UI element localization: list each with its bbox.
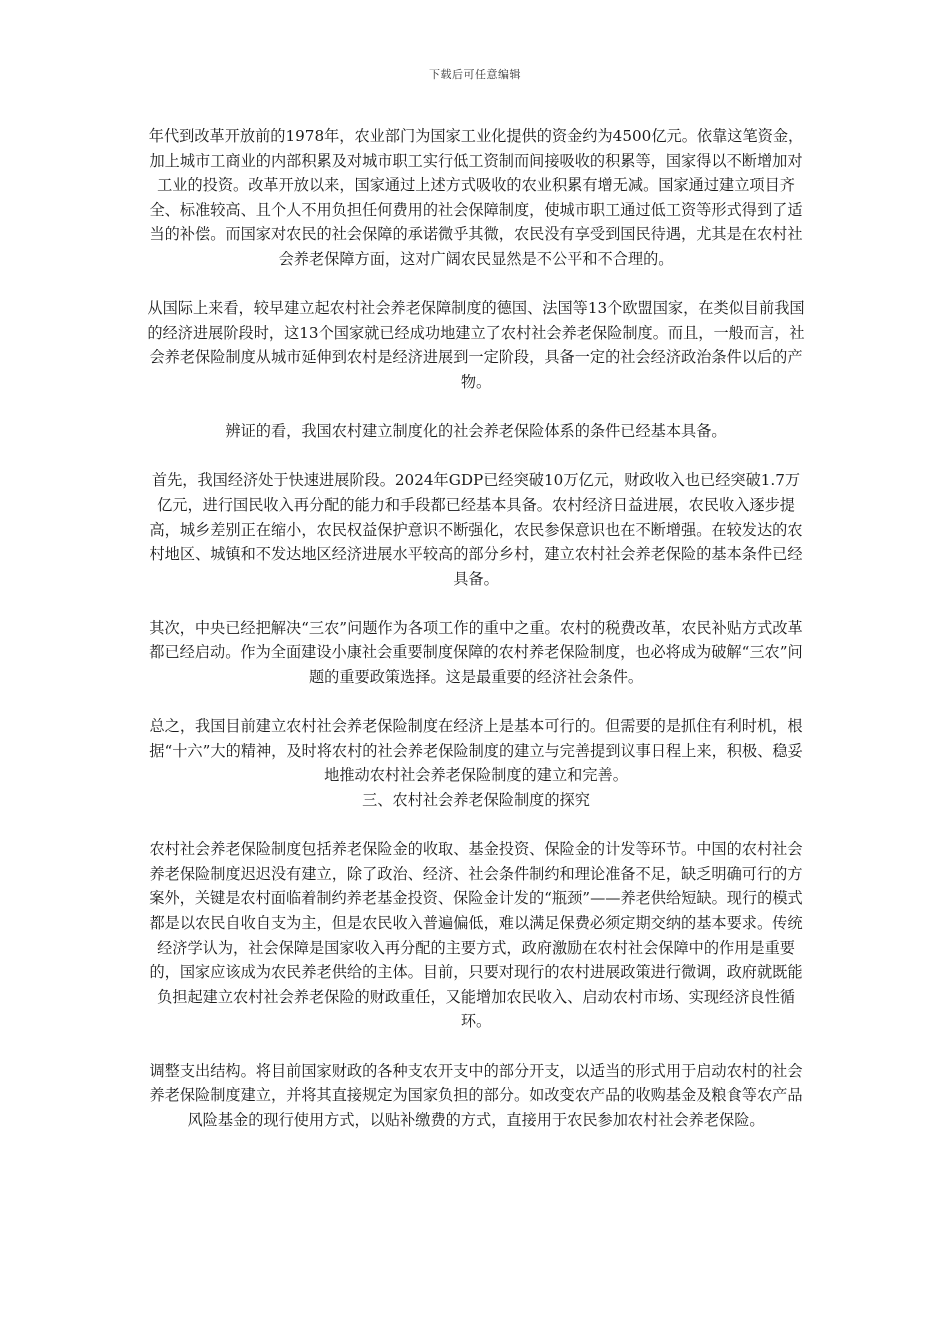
page-header: 下载后可任意编辑	[429, 68, 521, 81]
document-body	[146, 124, 806, 1157]
paragraph-system-exploration: 农村社会养老保险制度包括养老保险金的收取、基金投资、保险金的计发等环节。中国的农村社会养老保险制度迟迟没有建立，除了政治、经济、社会条件制约和理论准备不足，缺乏明确可行的方案外，关键是农村面临着制约养老基金投资、保险金计发的“瓶颈”——养老供给短缺。现行的模式都是以农民自收自支为主，但是农民收入普遍偏低，难以满足保费必须定期交纳的基本要求。传统经济学认为，社会保障是国家收入再分配的主要方式，政府激励在农村社会保障中的作用是重要的，国家应该成为农民养老供给的主体。目前，只要对现行的农村进展政策进行微调，政府就既能负担起建立农村社会养老保险的财政重任，又能增加农民收入、启动农村市场、实现经济良性循环。	[149, 840, 803, 1031]
paragraph-conditions-ready: 辨证的看，我国农村建立制度化的社会养老保险体系的条件已经基本具备。	[225, 422, 727, 441]
paragraph-adjust-spending: 调整支出结构。将目前国家财政的各种支农开支中的部分开支，以适当的形式用于启动农村的社会养老保险制度建立，并将其直接规定为国家负担的部分。如改变农产品的收购基金及粮食等农产品风险基金的现行使用方式，以贴补缴费的方式，直接用于农民参加农村社会养老保险。	[149, 1061, 803, 1129]
paragraph-first-economic: 首先，我国经济处于快速进展阶段。2024年GDP已经突破10万亿元，财政收入也已经突破1.7万亿元，进行国民收入再分配的能力和手段都已经基本具备。农村经济日益进展，农民收入逐步提高，城乡差别正在缩小，农民权益保护意识不断强化，农民参保意识也在不断增强。在较发达的农村地区、城镇和不发达地区经济进展水平较高的部分乡村，建立农村社会养老保险的基本条件已经具备。	[149, 471, 803, 588]
paragraph-international-view: 从国际上来看，较早建立起农村社会养老保障制度的德国、法国等13个欧盟国家，在类似目前我国的经济进展阶段时，这13个国家就已经成功地建立了农村社会养老保险制度。而且，一般而言，社会养老保险制度从城市延伸到农村是经济进展到一定阶段，具备一定的社会经济政治条件以后的产物。	[147, 299, 805, 391]
section-title: 三、农村社会养老保险制度的探究	[362, 791, 590, 810]
paragraph-agricultural-accumulation: 年代到改革开放前的1978年，农业部门为国家工业化提供的资金约为4500亿元。依靠这笔资金，加上城市工商业的内部积累及对城市职工实行低工资制而间接吸收的积累等，国家得以不断增加对工业的投资。改革开放以来，国家通过上述方式吸收的农业积累有增无减。国家通过建立项目齐全、标准较高、且个人不用负担任何费用的社会保障制度，使城市职工通过低工资等形式得到了适当的补偿。而国家对农民的社会保障的承诺微乎其微，农民没有享受到国民待遇，尤其是在农村社会养老保障方面，这对广阔农民显然是不公平和不合理的。	[148, 127, 804, 268]
paragraph-conclusion: 总之，我国目前建立农村社会养老保险制度在经济上是基本可行的。但需要的是抓住有利时机，根据“十六”大的精神，及时将农村的社会养老保险制度的建立与完善提到议事日程上来，积极、稳妥地推动农村社会养老保险制度的建立和完善。	[149, 717, 803, 785]
paragraph-second-policy: 其次，中央已经把解决“三农”问题作为各项工作的重中之重。农村的税费改革，农民补贴方式改革都已经启动。作为全面建设小康社会重要制度保障的农村养老保险制度，也必将成为破解“三农”问题的重要政策选择。这是最重要的经济社会条件。	[149, 618, 803, 687]
